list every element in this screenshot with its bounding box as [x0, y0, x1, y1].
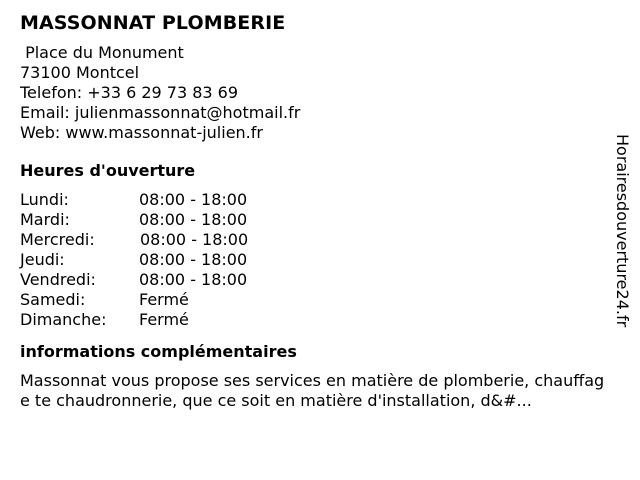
hours-row	[20, 310, 610, 330]
opening-hours-table	[20, 190, 610, 330]
website-address: Web: www.massonnat-julien.fr	[20, 123, 263, 142]
hours-heading: Heures d'ouverture	[20, 161, 196, 180]
info-heading: informations complémentaires	[20, 342, 297, 361]
address-block	[20, 43, 610, 143]
info-description: Massonnat vous propose ses services en matière de plomberie, chauffage te chaudronnerie, que ce soit en matière d'installation, d&#...	[20, 371, 605, 410]
day-hours: 08:00 - 18:00	[139, 250, 248, 269]
day-label: Jeudi:	[20, 250, 65, 269]
day-hours: 08:00 - 18:00	[140, 230, 249, 249]
day-hours: Fermé	[139, 310, 189, 329]
day-hours: 08:00 - 18:00	[139, 210, 248, 229]
hours-row	[20, 230, 610, 250]
site-watermark: Horairesdouverture24.fr	[613, 134, 632, 328]
day-label: Mardi:	[20, 210, 70, 229]
day-label: Vendredi:	[20, 270, 96, 289]
business-name: MASSONNAT PLOMBERIE	[20, 12, 286, 34]
day-hours: 08:00 - 18:00	[139, 190, 248, 209]
phone-number: Telefon: +33 6 29 73 83 69	[20, 83, 239, 102]
hours-row	[20, 250, 610, 270]
city-postcode: 73100 Montcel	[20, 63, 140, 82]
day-hours: Fermé	[139, 290, 189, 309]
day-hours: 08:00 - 18:00	[139, 270, 248, 289]
hours-row	[20, 210, 610, 230]
day-label: Dimanche:	[20, 310, 107, 329]
hours-row	[20, 190, 610, 210]
business-card	[20, 10, 610, 411]
day-label: Samedi:	[20, 290, 86, 309]
day-label: Lundi:	[20, 190, 69, 209]
day-label: Mercredi:	[20, 230, 95, 249]
hours-row	[20, 290, 610, 310]
street-address: Place du Monument	[20, 43, 184, 62]
email-address: Email: julienmassonnat@hotmail.fr	[20, 103, 301, 122]
hours-row	[20, 270, 610, 290]
